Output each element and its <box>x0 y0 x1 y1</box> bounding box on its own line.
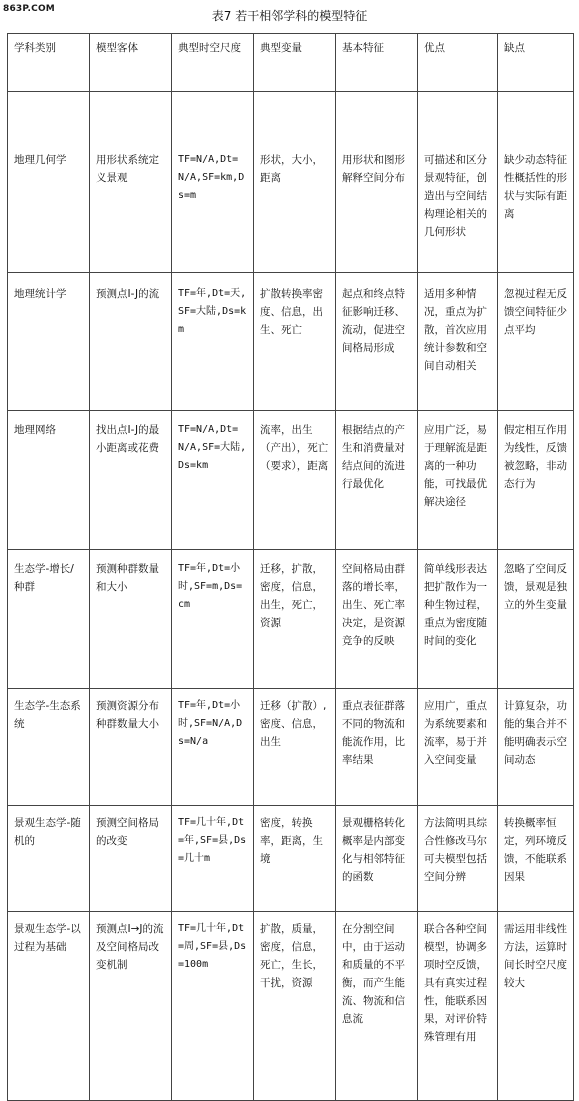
table-cell: 地理统计学 <box>8 273 90 411</box>
table-cell: 预测种群数量和大小 <box>90 550 172 689</box>
header-cell: 典型时空尺度 <box>172 34 254 92</box>
header-cell: 学科类别 <box>8 34 90 92</box>
table-cell: TF=几十年,Dt=周,SF=县,Ds=100m <box>172 912 254 1101</box>
table-cell: 生态学-增长/种群 <box>8 550 90 689</box>
table-cell: 简单线形表达把扩散作为一种生物过程，重点为密度随时间的变化 <box>418 550 498 689</box>
header-cell: 基本特征 <box>336 34 418 92</box>
table-cell: 预测点I-J的流 <box>90 273 172 411</box>
header-cell: 缺点 <box>498 34 574 92</box>
table-cell: 忽视过程无反馈空间特征少点平均 <box>498 273 574 411</box>
table-cell: 忽略了空间反馈，景观是独立的外生变量 <box>498 550 574 689</box>
table-cell: 形状，大小，距离 <box>254 92 336 273</box>
table-cell: 计算复杂，功能的集合并不能明确表示空间动态 <box>498 689 574 806</box>
table-cell: TF=N/A,Dt=N/A,SF=km,Ds=m <box>172 92 254 273</box>
table-cell: 缺少动态特征性概括性的形状与实际有距离 <box>498 92 574 273</box>
header-cell: 典型变量 <box>254 34 336 92</box>
watermark: 863P.COM <box>3 4 55 14</box>
table-cell: 密度，转换率，距离，生境 <box>254 806 336 912</box>
table-cell: 预测资源分布种群数量大小 <box>90 689 172 806</box>
table-cell: TF=N/A,Dt=N/A,SF=大陆,Ds=km <box>172 411 254 550</box>
table-cell: 景观栅格转化概率是内部变化与相邻特征的函数 <box>336 806 418 912</box>
table-row <box>8 411 574 550</box>
table-cell: 可描述和区分景观特征，创造出与空间结构理论相关的几何形状 <box>418 92 498 273</box>
table-cell: 景观生态学-随机的 <box>8 806 90 912</box>
table-cell: 转换概率恒定，列环境反馈，不能联系因果 <box>498 806 574 912</box>
table-cell: 预测空间格局的改变 <box>90 806 172 912</box>
table-cell: 适用多种情况，重点为扩散，首次应用统计参数和空间自动相关 <box>418 273 498 411</box>
table-cell: 需运用非线性方法，运算时间长时空尺度较大 <box>498 912 574 1101</box>
table-cell: 重点表征群落不同的物流和能流作用，比率结果 <box>336 689 418 806</box>
table-cell: 迁移，扩散，密度，信息，出生，死亡，资源 <box>254 550 336 689</box>
table-cell: 景观生态学-以过程为基础 <box>8 912 90 1101</box>
table-row <box>8 92 574 273</box>
table-cell: 迁移（扩散）,密度、信息，出生 <box>254 689 336 806</box>
table-row <box>8 550 574 689</box>
table-cell: 生态学-生态系统 <box>8 689 90 806</box>
table-cell: 假定相互作用为线性，反馈被忽略，非动态行为 <box>498 411 574 550</box>
table-cell: 根据结点的产生和消费量对结点间的流进行最优化 <box>336 411 418 550</box>
table-cell: 空间格局由群落的增长率，出生、死亡率决定，是资源竞争的反映 <box>336 550 418 689</box>
table-cell: 预测点I→J的流及空间格局改变机制 <box>90 912 172 1101</box>
table-cell: 扩散，质量，密度，信息，死亡，生长，干扰，资源 <box>254 912 336 1101</box>
table-cell: 应用广泛，易于理解流是距离的一种功能，可找最优解决途径 <box>418 411 498 550</box>
table-row <box>8 806 574 912</box>
table-row <box>8 689 574 806</box>
table-cell: 流率，出生（产出），死亡（要求），距离 <box>254 411 336 550</box>
table-cell: 地理网络 <box>8 411 90 550</box>
table-cell: 地理几何学 <box>8 92 90 273</box>
table-row <box>8 912 574 1101</box>
table-cell: 用形状和图形解释空间分布 <box>336 92 418 273</box>
table-title: 表7 若干相邻学科的模型特征 <box>211 9 368 23</box>
table-cell: 找出点I-J的最小距离或花费 <box>90 411 172 550</box>
table-cell: 联合各种空间模型，协调多项时空反馈，具有真实过程性，能联系因果，对评价特殊管理有用 <box>418 912 498 1101</box>
table-cell: 应用广，重点为系统要素和流率，易于并入空间变量 <box>418 689 498 806</box>
table-cell: 方法简明具综合性修改马尔可夫模型包括空间分辨 <box>418 806 498 912</box>
table-cell: 在分割空间中，由于运动和质量的不平衡，而产生能流、物流和信息流 <box>336 912 418 1101</box>
table-cell: TF=几十年,Dt=年,SF=县,Ds=几十m <box>172 806 254 912</box>
table-cell: TF=年,Dt=小时,SF=m,Ds=cm <box>172 550 254 689</box>
table-cell: 扩散转换率密度、信息，出生、死亡 <box>254 273 336 411</box>
table-cell: TF=年,Dt=小时,SF=N/A,Ds=N/a <box>172 689 254 806</box>
table-cell: TF=年,Dt=天,SF=大陆,Ds=km <box>172 273 254 411</box>
table-cell: 起点和终点特征影响迁移、流动，促进空间格局形成 <box>336 273 418 411</box>
table-row <box>8 273 574 411</box>
header-row <box>8 34 574 92</box>
table-cell: 用形状系统定义景观 <box>90 92 172 273</box>
header-cell: 模型客体 <box>90 34 172 92</box>
model-features-table <box>7 33 574 1101</box>
header-cell: 优点 <box>418 34 498 92</box>
